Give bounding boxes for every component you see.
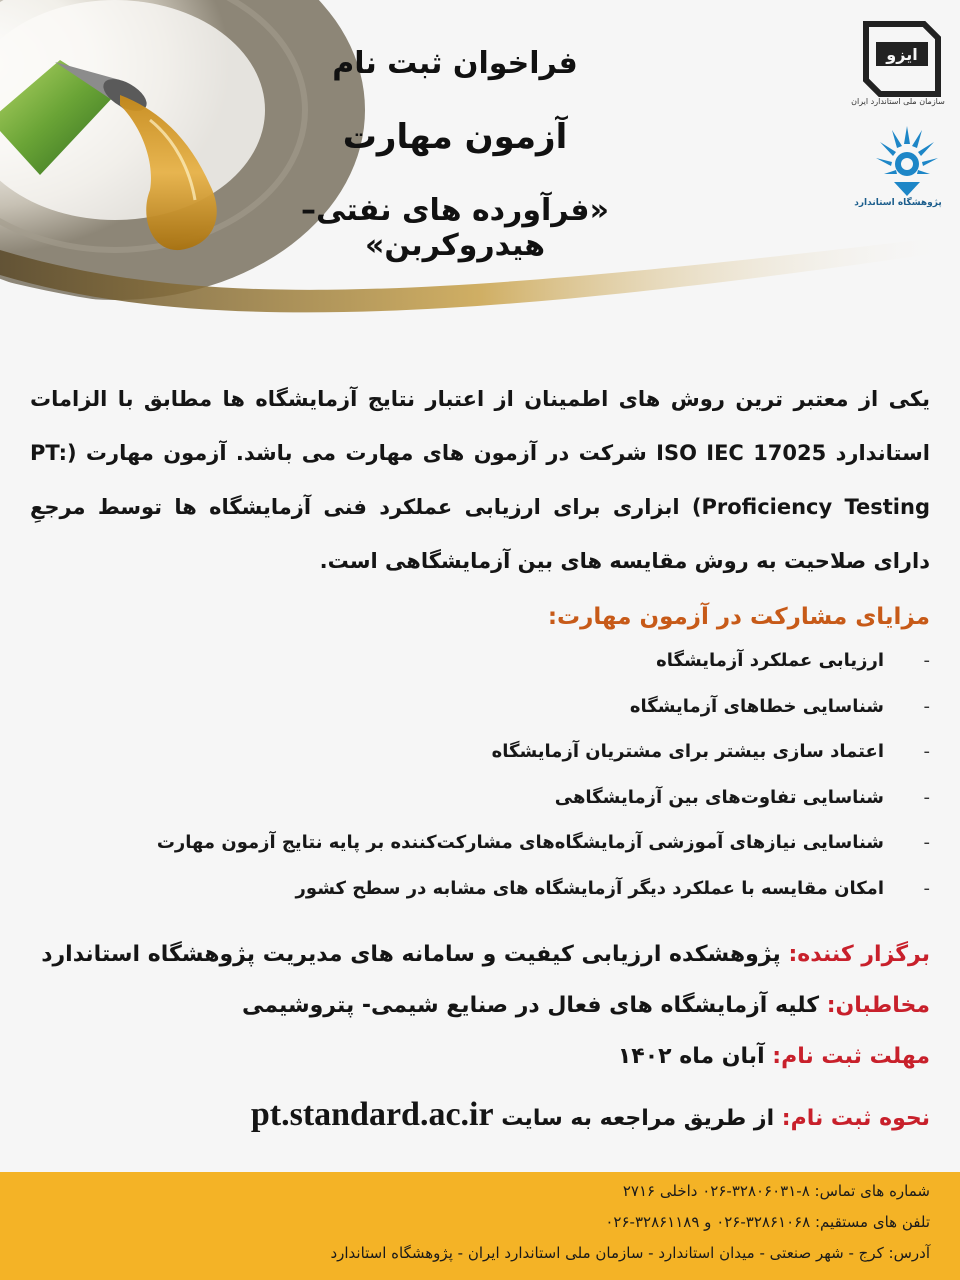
benefits-heading: مزایای مشارکت در آزمون مهارت: <box>547 604 930 630</box>
benefit-text: شناسایی نیازهای آموزشی آزمایشگاه‌های مشارکت‌کننده بر پایه نتایج آزمون مهارت <box>156 832 884 853</box>
organizer-line <box>30 942 930 967</box>
benefit-text: اعتماد سازی بیشتر برای مشتریان آزمایشگاه <box>491 741 884 762</box>
deadline-line <box>30 1044 930 1069</box>
registration-url-link[interactable]: pt.standard.ac.ir <box>250 1096 494 1133</box>
list-dash: - <box>923 786 930 808</box>
deadline-label: مهلت ثبت نام: <box>772 1044 930 1069</box>
list-dash: - <box>923 832 930 853</box>
title-call-for-registration: فراخوان ثبت نام <box>332 46 578 81</box>
footer-direct-numbers: تلفن های مستقیم: ۳۲۸۶۱۰۶۸-۰۲۶ و ۳۲۸۶۱۱۸۹-۰۲۶ <box>605 1213 930 1231</box>
list-dash: - <box>923 877 930 899</box>
organizer-label: برگزار کننده: <box>788 942 930 967</box>
registration-line <box>30 1096 930 1134</box>
footer-contact-numbers: شماره های تماس: ۸-۳۲۸۰۶۰۳۱-۰۲۶ داخلی ۲۷۱۶ <box>622 1182 930 1200</box>
benefit-item <box>130 878 930 924</box>
organizer-value: پژوهشکده ارزیابی کیفیت و سامانه های مدیریت پژوهشگاه استاندارد <box>41 942 781 967</box>
isiri-logo-text: ایزو <box>886 45 918 64</box>
benefit-item <box>130 832 930 878</box>
title-proficiency-test: آزمون مهارت <box>342 117 568 157</box>
isiri-logo-caption: سازمان ملی استاندارد ایران <box>851 97 945 106</box>
research-institute-logo-caption: پژوهشگاه استاندارد <box>854 198 942 208</box>
title-petroleum-products: «فرآورده های نفتی–هیدروکربن» <box>301 193 609 263</box>
registration-label: نحوه ثبت نام: <box>781 1106 930 1131</box>
benefit-item <box>130 650 930 696</box>
deadline-value: آبان ماه ۱۴۰۲ <box>617 1044 765 1069</box>
research-institute-logo-icon <box>874 122 940 200</box>
benefit-text: شناسایی خطاهای آزمایشگاه <box>629 695 884 717</box>
contact-footer <box>0 1172 960 1280</box>
footer-address: آدرس: کرج - شهر صنعتی - میدان استاندارد - سازمان ملی استاندارد ایران - پژوهشگاه استاندارد <box>330 1244 930 1262</box>
benefit-text: امکان مقایسه با عملکرد دیگر آزمایشگاه های مشابه در سطح کشور <box>295 877 884 899</box>
intro-paragraph: یکی از معتبر ترین روش های اطمینان از اعتبار نتایج آزمایشگاه ها مطابق با الزامات استاندارد ISO IEC 17025 شرکت در آزمون های مهارت می باشد. آزمون مهارت (PT: Proficiency Testing) ابزاری برای ارزیابی عملکرد فنی آزمایشگاه ها توسط مرجعِ دارای صلاحیت به روش مقایسه های بین آزمایشگاهی است. <box>30 387 930 573</box>
benefit-item <box>130 741 930 787</box>
audience-value: کلیه آزمایشگاه های فعال در صنایع شیمی- پتروشیمی <box>241 993 820 1018</box>
registration-value: از طریق مراجعه به سایت <box>501 1106 775 1131</box>
audience-line <box>30 993 930 1018</box>
audience-label: مخاطبان: <box>826 993 930 1018</box>
list-dash: - <box>923 695 930 717</box>
benefits-list <box>130 650 930 923</box>
list-dash: - <box>923 650 930 671</box>
benefit-item <box>130 696 930 742</box>
title-block <box>250 40 660 263</box>
benefit-text: ارزیابی عملکرد آزمایشگاه <box>656 650 884 671</box>
list-dash: - <box>923 741 930 762</box>
benefit-text: شناسایی تفاوت‌های بین آزمایشگاهی <box>554 786 884 808</box>
benefit-item <box>130 787 930 833</box>
